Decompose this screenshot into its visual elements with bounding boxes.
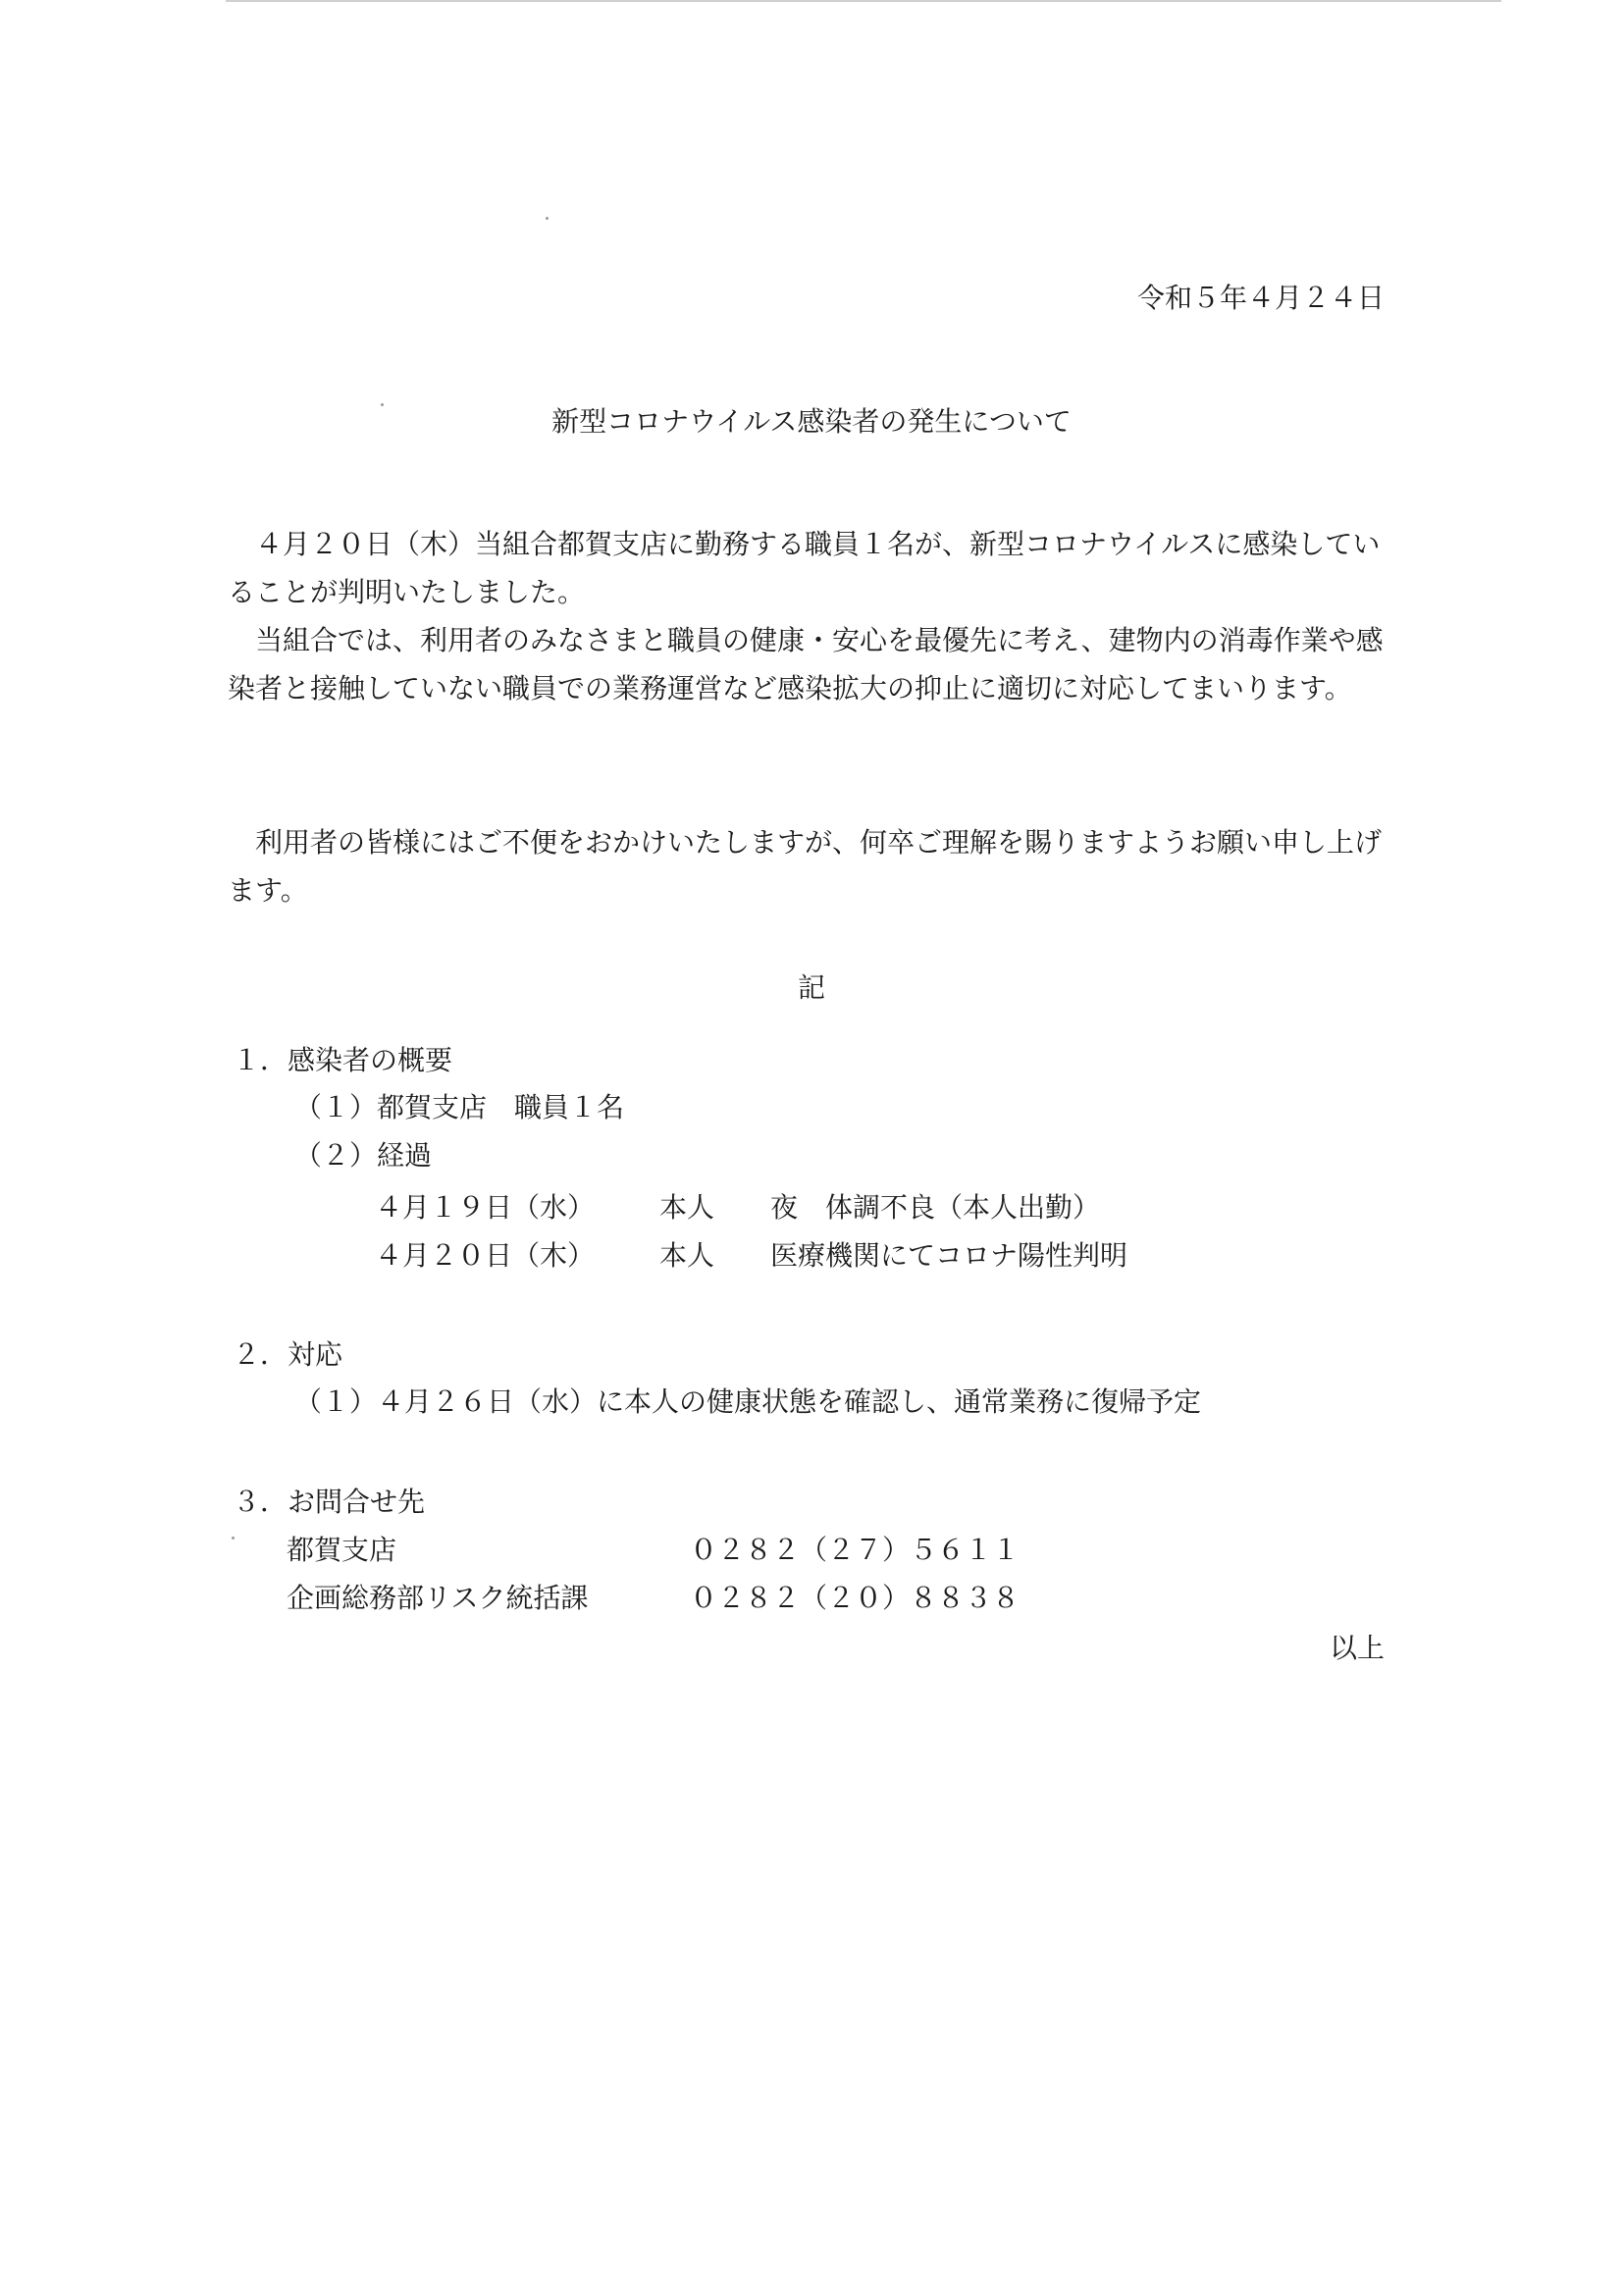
section-1-item-2: （２）経過 xyxy=(294,1139,433,1172)
body-paragraph: 当組合では、利用者のみなさまと職員の健康・安心を最優先に考え、建物内の消毒作業や感染者と接触していない職員での業務運営など感染拡大の抑止に適切に対応してまいります。 xyxy=(228,624,1384,704)
body-paragraph: 利用者の皆様にはご不便をおかけいたしますが、何卒ご理解を賜りますようお願い申し上げます。 xyxy=(228,826,1383,907)
section-1-heading: １．感染者の概要 xyxy=(233,1044,453,1076)
scan-speck xyxy=(232,1537,235,1539)
closing-mark: 以上 xyxy=(1329,1632,1385,1664)
timeline-date: ４月２０日（木） xyxy=(375,1239,596,1272)
timeline-person: 本人 xyxy=(659,1239,715,1272)
timeline-date: ４月１９日（水） xyxy=(375,1191,596,1224)
document-title: 新型コロナウイルス感染者の発生について xyxy=(551,405,1072,438)
section-2-item-1: （１）４月２６日（水）に本人の健康状態を確認し、通常業務に復帰予定 xyxy=(294,1385,1202,1418)
section-1-item-1: （１）都賀支店 職員１名 xyxy=(294,1091,625,1123)
timeline-event: 夜 体調不良（本人出勤） xyxy=(770,1191,1101,1224)
scan-edge xyxy=(226,0,1501,2)
ki-heading: 記 xyxy=(797,971,825,1004)
apology-paragraph xyxy=(228,818,1386,914)
section-3-heading: ３．お問合せ先 xyxy=(233,1486,426,1518)
section-2-heading: ２．対応 xyxy=(233,1338,343,1371)
timeline-person: 本人 xyxy=(659,1191,715,1224)
contact-phone: ０２８２（２０）８８３８ xyxy=(690,1582,1021,1614)
notice-body xyxy=(228,520,1386,712)
contact-phone: ０２８２（２７）５６１１ xyxy=(690,1534,1021,1566)
scan-speck xyxy=(546,217,549,220)
contact-name: 企画総務部リスク統括課 xyxy=(287,1582,589,1614)
document-date: 令和５年４月２４日 xyxy=(1136,282,1385,314)
scan-speck xyxy=(381,403,384,406)
timeline-event: 医療機関にてコロナ陽性判明 xyxy=(770,1239,1128,1272)
body-paragraph: ４月２０日（木）当組合都賀支店に勤務する職員１名が、新型コロナウイルスに感染していることが判明いたしました。 xyxy=(228,528,1381,608)
contact-name: 都賀支店 xyxy=(287,1534,397,1566)
